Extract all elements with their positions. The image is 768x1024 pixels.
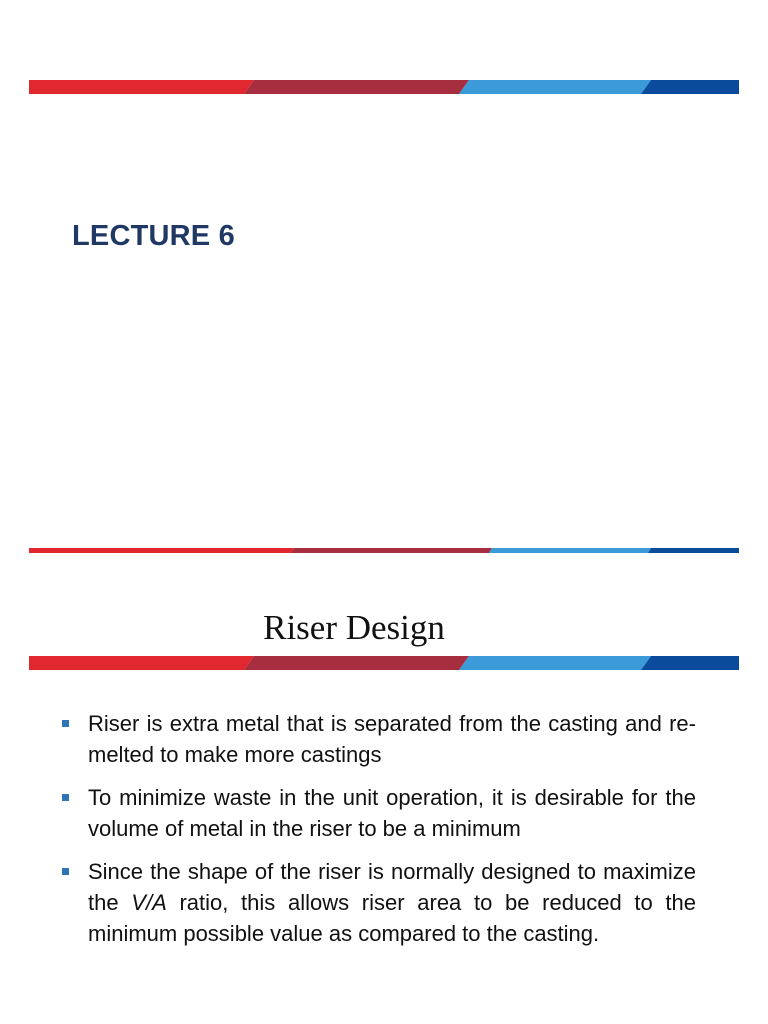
top-color-bar: [29, 80, 739, 94]
heading-color-bar: [29, 656, 739, 670]
bullet-item: [60, 708, 696, 770]
mid-color-bar: [29, 548, 739, 553]
bullet-item: [60, 856, 696, 949]
bullet-text: To minimize waste in the unit operation, it is desirable for the volume of metal in the riser to be a minimum: [88, 785, 696, 841]
bullet-text-before: Since the shape of the riser is normally designed to maximize the: [88, 859, 696, 915]
bullet-list: [60, 708, 696, 961]
square-bullet-icon: [62, 720, 69, 727]
bullet-italic-term: V/A: [131, 890, 167, 915]
bullet-text-after: ratio, this allows riser area to be reduced to the minimum possible value as compared to the casting.: [88, 890, 696, 946]
square-bullet-icon: [62, 794, 69, 801]
bullet-text: Riser is extra metal that is separated from the casting and re-melted to make more castings: [88, 711, 696, 767]
lecture-title: LECTURE 6: [72, 220, 235, 252]
slide-heading: Riser Design: [263, 608, 445, 647]
bullet-item: [60, 782, 696, 844]
square-bullet-icon: [62, 868, 69, 875]
